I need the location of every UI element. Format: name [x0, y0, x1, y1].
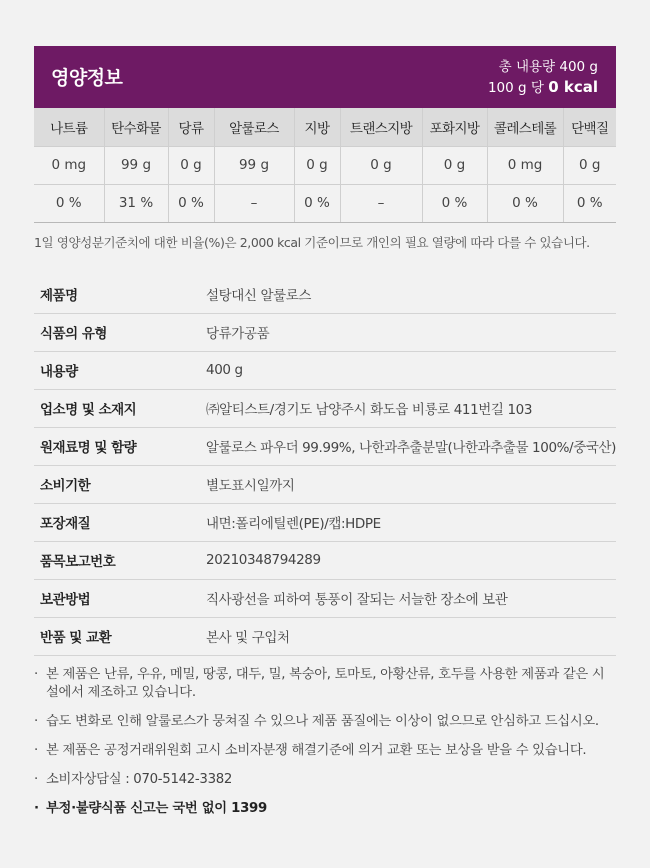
- info-label: 식품의 유형: [40, 326, 107, 342]
- percent-cell: 0 %: [34, 184, 104, 222]
- info-row: [34, 466, 616, 504]
- amount-cell: 99 g: [104, 146, 168, 184]
- amount-cell: 0 mg: [487, 146, 563, 184]
- info-row: [34, 542, 616, 580]
- info-value: 내면:폴리에틸렌(PE)/캡:HDPE: [206, 516, 381, 532]
- daily-value-note: 1일 영양성분기준치에 대한 비율(%)은 2,000 kcal 기준이므로 개인의 필요 열량에 따라 다를 수 있습니다.: [34, 234, 590, 250]
- total-amount: 총 내용량 400 g: [498, 59, 598, 75]
- percent-cell: –: [214, 184, 294, 222]
- amount-cell: 0 g: [563, 146, 616, 184]
- info-label: 보관방법: [40, 592, 91, 608]
- nutrition-table: [34, 108, 616, 223]
- amount-cell: 0 g: [422, 146, 487, 184]
- notice-item: · 본 제품은 공정거래위원회 고시 소비자분쟁 해결기준에 의거 교환 또는 보상을 받을 수 있습니다.: [34, 742, 616, 760]
- product-info-list: [34, 276, 616, 656]
- info-row: [34, 390, 616, 428]
- info-label: 포장재질: [40, 516, 91, 532]
- percent-cell: 0 %: [422, 184, 487, 222]
- col-header: 알룰로스: [214, 108, 294, 146]
- info-row: [34, 352, 616, 390]
- percent-cell: 0 %: [294, 184, 340, 222]
- amount-cell: 0 g: [168, 146, 214, 184]
- info-label: 제품명: [40, 288, 78, 304]
- info-row: [34, 618, 616, 656]
- info-row: [34, 504, 616, 542]
- info-label: 품목보고번호: [40, 554, 116, 570]
- notice-list: [34, 666, 616, 818]
- serving-info: [488, 57, 598, 98]
- col-header: 지방: [294, 108, 340, 146]
- percent-row: [34, 184, 616, 222]
- info-value: 직사광선을 피하여 통풍이 잘되는 서늘한 장소에 보관: [206, 592, 508, 608]
- info-label: 내용량: [40, 364, 78, 380]
- col-header: 탄수화물: [104, 108, 168, 146]
- notice-item: · 습도 변화로 인해 알룰로스가 뭉쳐질 수 있으나 제품 품질에는 이상이 없으므로 안심하고 드십시오.: [34, 713, 616, 731]
- amount-cell: 0 mg: [34, 146, 104, 184]
- info-label: 원재료명 및 함량: [40, 440, 137, 456]
- nutrition-header: [34, 46, 616, 108]
- kcal-value: 0 kcal: [548, 78, 598, 96]
- info-row: [34, 276, 616, 314]
- percent-cell: 0 %: [168, 184, 214, 222]
- nutrition-label: [34, 46, 616, 829]
- info-row: [34, 428, 616, 466]
- info-value: 설탕대신 알룰로스: [206, 288, 312, 304]
- info-value: 20210348794289: [206, 552, 321, 568]
- amount-cell: 99 g: [214, 146, 294, 184]
- amount-row: [34, 146, 616, 184]
- col-header: 포화지방: [422, 108, 487, 146]
- percent-cell: 31 %: [104, 184, 168, 222]
- col-header: 콜레스테롤: [487, 108, 563, 146]
- info-value: 당류가공품: [206, 326, 270, 342]
- info-value: 알룰로스 파우더 99.99%, 나한과추출분말(나한과추출물 100%/중국산): [205, 440, 616, 456]
- info-label: 반품 및 교환: [40, 630, 112, 646]
- info-row: [34, 580, 616, 618]
- nutrition-title: 영양정보: [51, 67, 123, 89]
- percent-cell: –: [340, 184, 422, 222]
- notice-item: · 본 제품은 난류, 우유, 메밀, 땅콩, 대두, 밀, 복숭아, 토마토, 아황산류, 호두를 사용한 제품과 같은 시설에서 제조하고 있습니다.: [34, 666, 616, 702]
- notice-item: · 부정·불량식품 신고는 국번 없이 1399: [34, 800, 616, 818]
- info-label: 업소명 및 소재지: [40, 402, 137, 418]
- info-row: [34, 314, 616, 352]
- info-value: 본사 및 구입처: [206, 630, 290, 646]
- nutrition-header-row: [34, 108, 616, 146]
- percent-cell: 0 %: [487, 184, 563, 222]
- per-serving: [488, 77, 598, 98]
- notice-item: · 소비자상담실 : 070-5142-3382: [34, 771, 616, 789]
- info-value: 별도표시일까지: [206, 478, 295, 494]
- col-header: 나트륨: [34, 108, 104, 146]
- amount-cell: 0 g: [340, 146, 422, 184]
- info-value: ㈜알티스트/경기도 남양주시 화도읍 비룡로 411번길 103: [206, 402, 533, 418]
- col-header: 당류: [168, 108, 214, 146]
- amount-cell: 0 g: [294, 146, 340, 184]
- col-header: 단백질: [563, 108, 616, 146]
- per-prefix: 100 g 당: [487, 80, 544, 96]
- info-label: 소비기한: [40, 478, 91, 494]
- info-value: 400 g: [206, 362, 243, 378]
- col-header: 트랜스지방: [340, 108, 422, 146]
- percent-cell: 0 %: [563, 184, 616, 222]
